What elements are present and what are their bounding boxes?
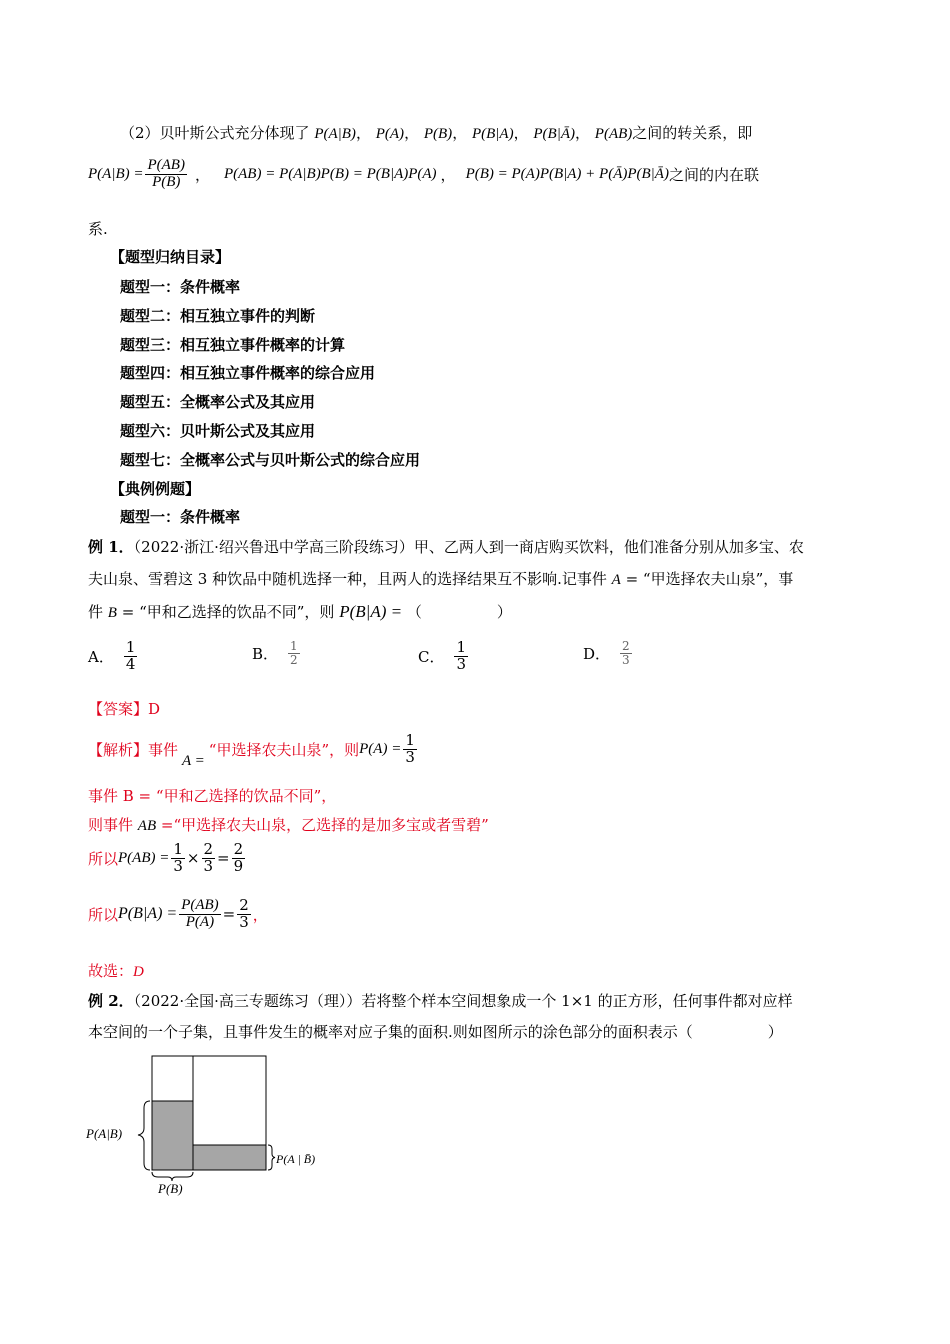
para2-intro-text: （2）贝叶斯公式充分体现了 [120,124,310,142]
option-label: C． [418,647,445,666]
para2-line1-end: 之间的转关系，即 [632,124,753,142]
analysis-text: “甲选择农夫山泉”，则 [208,740,360,759]
total-probability-formula: P(B) = P(A)P(B|A) + P(Ā)P(B|Ā) [465,165,669,182]
denominator: 3 [405,747,415,766]
equals-sign: = [217,849,230,868]
answer-letter: D [133,964,144,980]
analysis-prob: P(B|A) = [118,905,178,923]
toc-item: 题型四：相互独立事件概率的综合应用 [120,364,376,382]
denominator: 3 [622,652,630,667]
analysis-fraction [179,898,220,931]
analysis-text: 故选： [88,962,134,980]
option-a[interactable] [88,640,139,673]
term-p-b-given-not-a: P(B|Ā) [533,126,575,142]
ex1-text: = “甲和乙选择的饮品不同”，则 [121,603,335,621]
separator: ， [404,124,420,142]
denominator: 9 [233,856,244,875]
separator: ， [194,165,210,184]
left-brace-icon [138,1101,150,1170]
term-p-a: P(A) [375,126,405,142]
analysis-line5 [88,898,268,931]
ex1-label: 例 1． [88,538,134,556]
para2-line3: 系. [88,220,108,238]
toc-item: 题型六：贝叶斯公式及其应用 [120,422,316,440]
analysis-fraction [232,842,246,875]
analysis-text: 所以 [88,849,119,868]
ex2-text: （2022·全国·高三专题练习（理））若将整个样本空间想象成一个 1×1 的正方形，任何事件都对应样 [133,992,793,1010]
bayes-numerator: P(AB) [147,157,185,173]
toc-header: 【题型归纳目录】 [110,248,231,266]
numerator: 1 [290,639,298,653]
ex1-line1 [88,536,804,557]
ex2-line1 [88,990,793,1011]
option-c[interactable] [418,640,470,673]
option-fraction [454,640,468,673]
bayes-denominator: P(B) [152,173,181,190]
ex1-line2 [88,568,793,589]
shaded-region-a-given-b [152,1101,193,1170]
analysis-line3 [88,814,489,835]
analysis-text: 则事件 [88,816,134,834]
analysis-text: ， [252,905,268,924]
analysis-text: 事件 [148,740,179,759]
event-a-var: A [611,572,621,588]
option-fraction [124,640,138,673]
examples-header: 【典例例题】 [110,480,201,498]
analysis-var: A = [182,752,205,769]
denominator: 3 [456,654,467,673]
numerator: 2 [233,840,244,858]
option-fraction [620,640,632,666]
numerator: 1 [405,731,415,749]
toc-item: 题型二：相互独立事件的判断 [120,307,316,325]
term-p-ab: P(AB) [594,126,633,142]
numerator: 1 [456,638,467,656]
analysis-prob: P(A) = [359,740,402,757]
para2-line2 [88,158,759,191]
denominator: 3 [203,856,214,875]
term-p-b-given-a: P(B|A) [471,126,514,142]
label-p-a-given-b: P(A|B) [86,1126,123,1141]
option-b[interactable] [252,640,302,666]
separator: ， [575,124,591,142]
separator: ， [513,124,529,142]
ex1-line3 [88,601,512,622]
ex1-text: 夫山泉、雪碧这 3 种饮品中随机选择一种，且两人的选择结果互不影响.记事件 [88,570,607,588]
analysis-conclusion [88,960,144,981]
multiplication-formula: P(AB) = P(A|B)P(B) = P(B|A)P(A) [223,165,437,182]
toc-item: 题型七：全概率公式与贝叶斯公式的综合应用 [120,451,421,469]
equals-sign: = [222,905,236,924]
option-label: A． [88,647,114,666]
denominator: P(A) [185,913,215,930]
denominator: 3 [239,912,249,931]
toc-item: 题型一：条件概率 [120,278,241,296]
times-sign: × [186,849,200,868]
numerator: 2 [203,840,214,858]
option-fraction [288,640,300,666]
separator: ， [452,124,468,142]
option-label: B． [252,644,279,663]
toc-item: 题型三：相互独立事件概率的计算 [120,336,346,354]
analysis-fraction [202,842,216,875]
numerator: 2 [622,639,630,653]
analysis-fraction [171,842,185,875]
ex2-label: 例 2． [88,992,134,1010]
analysis-label: 【解析】 [88,740,149,759]
para2-line2-end: 之间的内在联 [668,165,759,184]
ex2-line2: 本空间的一个子集，且事件发生的概率对应子集的面积.则如图所示的涂色部分的面积表示（ ） [88,1023,783,1041]
denominator: 4 [125,654,136,673]
numerator: 1 [173,840,183,858]
numerator: 2 [239,896,249,914]
denominator: 2 [290,652,298,667]
right-brace-icon [268,1145,275,1170]
ex1-text: = “甲选择农夫山泉”，事 [625,570,794,588]
term-p-a-given-b: P(A|B) [314,126,356,142]
answer-blank: （ ） [406,603,512,621]
analysis-prob: P(AB) = [118,849,170,866]
option-label: D． [583,644,611,663]
bayes-lhs: P(A|B) = [88,165,144,182]
analysis-text: 所以 [88,905,119,924]
analysis-var: AB [137,818,157,834]
analysis-fraction [403,733,417,766]
numerator: 1 [125,638,136,656]
ex1-text: （2022·浙江·绍兴鲁迅中学高三阶段练习）甲、乙两人到一商店购买饮料，他们准备分别从加多宝、农 [133,538,804,556]
ex1-answer: 【答案】D [88,700,161,718]
analysis-line4 [88,842,247,875]
denominator: 3 [173,856,183,875]
numerator: P(AB) [181,897,219,913]
section-type1-heading: 题型一：条件概率 [120,508,241,526]
event-b-var: B [107,605,117,621]
ex1-prob-expression: P(B|A) = [339,602,403,621]
ex1-text: 件 [88,603,104,621]
para2-line1 [120,122,752,143]
analysis-text: =“甲选择农夫山泉，乙选择的是加多宝或者雪碧” [160,816,489,834]
probability-area-figure [80,1050,350,1200]
option-d[interactable] [583,640,634,666]
separator: ， [355,124,371,142]
bayes-fraction [145,158,186,191]
analysis-line2: 事件 B = “甲和乙选择的饮品不同”， [88,787,337,805]
term-p-b: P(B) [423,126,453,142]
bottom-brace-icon [152,1172,193,1181]
toc-item: 题型五：全概率公式及其应用 [120,393,316,411]
label-p-b: P(B) [158,1181,183,1196]
analysis-fraction [237,898,251,931]
shaded-region-a-given-not-b [193,1145,266,1170]
label-p-a-given-not-b: P(A | B̄) [276,1152,316,1166]
analysis-line1 [88,731,419,769]
separator: ， [440,165,456,184]
